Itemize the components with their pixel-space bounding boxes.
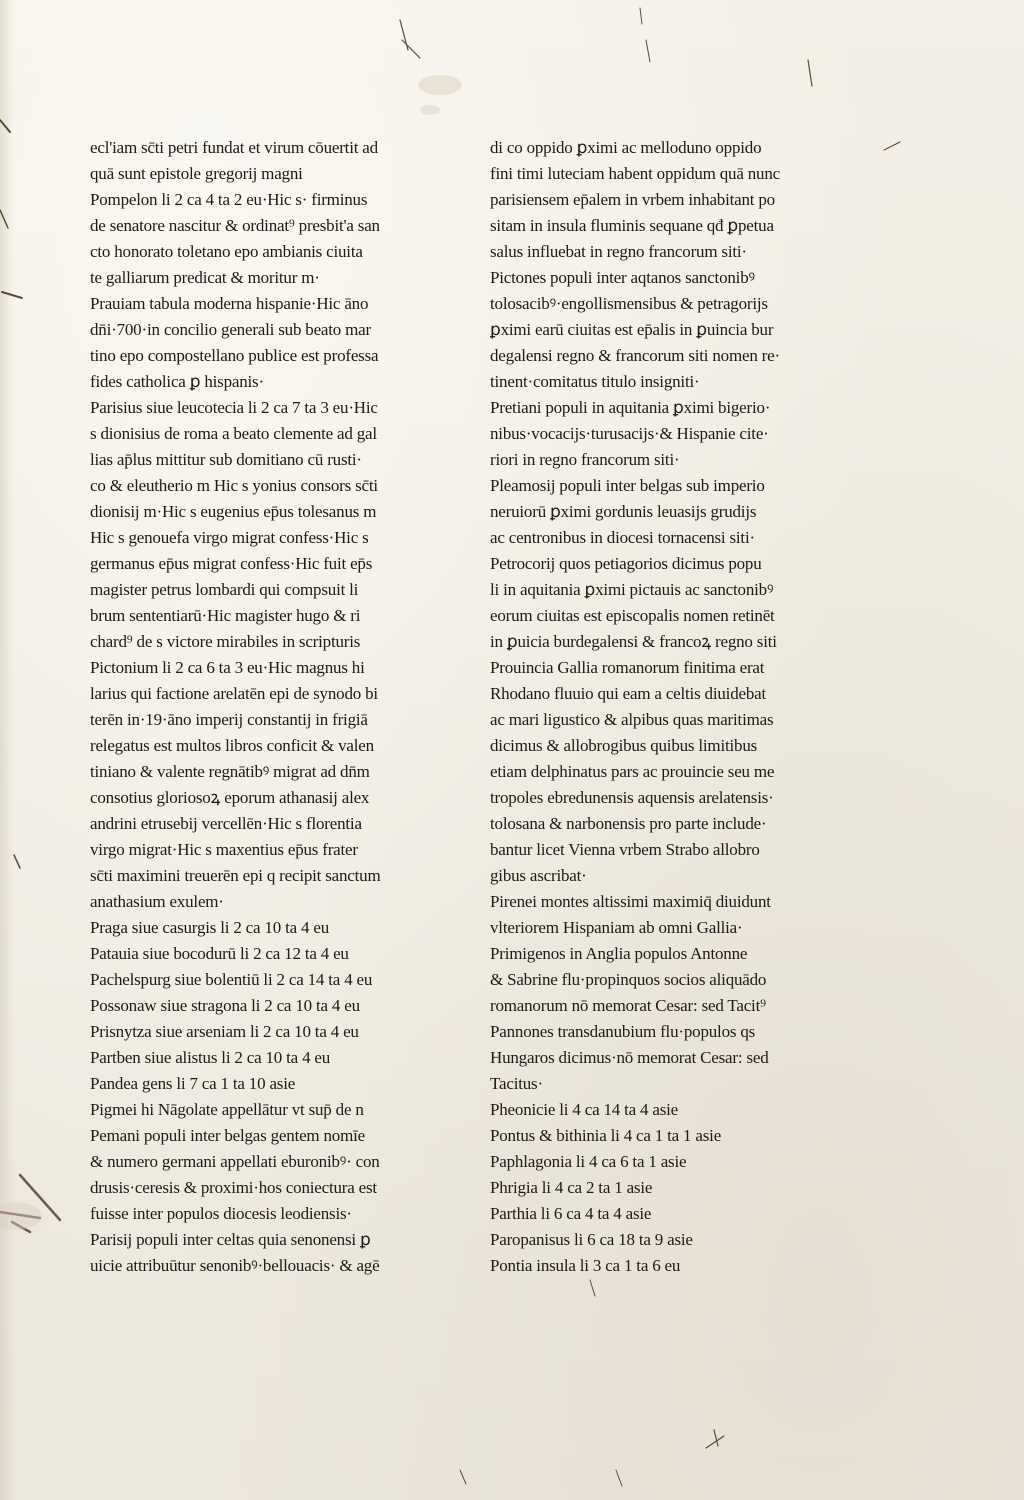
text-line: s dionisius de roma a beato clemente ad gal <box>90 424 377 443</box>
text-line: de senatore nascitur & ordinat⁹ presbit'a san <box>90 216 380 235</box>
text-line: uicie attribuūtur senonibꝰ·bellouacis· & agē <box>90 1256 380 1275</box>
text-line: sc̄ti maximini treuerēn epi q recipit sanctum <box>90 866 381 885</box>
text-line: drusis·ceresis & proximi·hos coniectura est <box>90 1178 377 1197</box>
text-line: Possonaw siue stragona li 2 ca 10 ta 4 eu <box>90 996 360 1015</box>
text-line: & numero germani appellati eburonibꝰ· con <box>90 1152 380 1171</box>
paper-stain <box>418 75 462 95</box>
text-line: tino epo compostellano publice est professa <box>90 346 379 365</box>
text-line: quā sunt epistole gregorij magni <box>90 164 303 183</box>
text-line: brum sententiarū·Hic magister hugo & ri <box>90 606 361 625</box>
text-line: larius qui factione arelatēn epi de synodo bi <box>90 684 378 703</box>
text-line: te galliarum predicat & moritur m· <box>90 268 320 287</box>
edge-mark <box>0 120 10 132</box>
text-line: in ꝑuicia burdegalensi & francoꝝ regno siti <box>490 632 777 651</box>
text-line: chard⁹ de s victore mirabiles in scripturis <box>90 632 361 651</box>
text-line: ecl'iam sc̄ti petri fundat et virum cōuertit ad <box>90 138 378 157</box>
text-line: Petrocorij quos petiagorios dicimus popu <box>490 554 762 573</box>
text-line: tiniano & valente regnātibꝰ migrat ad dn̄m <box>90 762 370 781</box>
bottom-mark <box>460 1470 466 1484</box>
paper-stain <box>0 1202 42 1230</box>
text-line: Pachelspurg siue bolentiū li 2 ca 14 ta 4 eu <box>90 970 373 989</box>
text-line: Pemani populi inter belgas gentem nomīe <box>90 1126 365 1145</box>
text-line: Prouincia Gallia romanorum finitima erat <box>490 658 765 677</box>
paper-stain <box>420 105 440 115</box>
text-line: Pretiani populi in aquitania ꝑximi bigerio· <box>490 398 771 417</box>
text-line: Hic s genouefa virgo migrat confess·Hic s <box>90 528 369 547</box>
text-line: Pigmei hi Nāgolate appellātur vt sup̄ de n <box>90 1100 364 1119</box>
text-line: ac mari ligustico & alpibus quas maritimas <box>490 710 774 729</box>
text-line: germanus ep̄us migrat confess·Hic fuit ep̄s <box>90 554 373 573</box>
text-line: Pontus & bithinia li 4 ca 1 ta 1 asie <box>490 1126 722 1145</box>
text-line: Paphlagonia li 4 ca 6 ta 1 asie <box>490 1152 687 1171</box>
text-line: riori in regno francorum siti· <box>490 450 680 469</box>
text-line: gibus ascribat· <box>490 866 587 885</box>
text-line: bantur licet Vienna vrbem Strabo allobro <box>490 840 760 859</box>
text-line: salus influebat in regno francorum siti· <box>490 242 747 261</box>
left-text-column <box>90 135 440 1279</box>
bottom-mark <box>616 1470 622 1486</box>
text-line: fuisse inter populos diocesis leodiensis· <box>90 1204 352 1223</box>
text-line: & Sabrine flu·propinquos socios aliquādo <box>490 970 767 989</box>
text-line: Pictonium li 2 ca 6 ta 3 eu·Hic magnus hi <box>90 658 365 677</box>
text-line: andrini etrusebij vercellēn·Hic s florentia <box>90 814 362 833</box>
text-line: Pompelon li 2 ca 4 ta 2 eu·Hic s· firminus <box>90 190 368 209</box>
text-line: Tacitus· <box>490 1074 543 1093</box>
text-line: fini timi luteciam habent oppidum quā nunc <box>490 164 780 183</box>
edge-mark <box>0 210 8 228</box>
text-line: ꝑximi earū ciuitas est ep̄alis in ꝑuincia bur <box>490 320 774 339</box>
text-line: Pannones transdanubium flu·populos qs <box>490 1022 756 1041</box>
text-line: Prauiam tabula moderna hispanie·Hic āno <box>90 294 369 313</box>
text-line: Pirenei montes altissimi maximiq̄ diuidunt <box>490 892 771 911</box>
bottom-mark <box>706 1430 724 1448</box>
text-line: Primigenos in Anglia populos Antonne <box>490 944 748 963</box>
text-line: dicimus & allobrogibus quibus limitibus <box>490 736 758 755</box>
text-line: Pandea gens li 7 ca 1 ta 10 asie <box>90 1074 296 1093</box>
right-text-column <box>490 135 840 1279</box>
text-line: lias ap̄lus mittitur sub domitiano cū rusti· <box>90 450 362 469</box>
text-line: degalensi regno & francorum siti nomen re· <box>490 346 780 365</box>
text-line: Prisnytza siue arseniam li 2 ca 10 ta 4 eu <box>90 1022 359 1041</box>
text-line: Hungaros dicimus·nō memorat Cesar: sed <box>490 1048 769 1067</box>
top-mark <box>400 20 420 58</box>
text-line: vlteriorem Hispaniam ab omni Gallia· <box>490 918 743 937</box>
text-line: ac centronibus in diocesi tornacensi siti· <box>490 528 755 547</box>
text-line: Partben siue alistus li 2 ca 10 ta 4 eu <box>90 1048 331 1067</box>
top-mark <box>640 8 650 62</box>
text-line: sitam in insula fluminis sequane qđ ꝑpetua <box>490 216 774 235</box>
text-line: tolosana & narbonensis pro parte include· <box>490 814 767 833</box>
text-line: virgo migrat·Hic s maxentius ep̄us frater <box>90 840 358 859</box>
edge-mark <box>2 292 22 298</box>
text-line: Pontia insula li 3 ca 1 ta 6 eu <box>490 1256 681 1275</box>
text-line: tolosacibꝰ·engollismensibus & petragorijs <box>490 294 768 313</box>
text-line: etiam delphinatus pars ac prouincie seu me <box>490 762 775 781</box>
text-line: Phrigia li 4 ca 2 ta 1 asie <box>490 1178 653 1197</box>
text-line: Paropanisus li 6 ca 18 ta 9 asie <box>490 1230 693 1249</box>
text-line: Rhodano fluuio qui eam a celtis diuidebat <box>490 684 767 703</box>
text-line: Parthia li 6 ca 4 ta 4 asie <box>490 1204 652 1223</box>
edge-mark <box>14 855 20 868</box>
text-line: romanorum nō memorat Cesar: sed Tacit⁹ <box>490 996 766 1015</box>
text-line: dionisij m·Hic s eugenius ep̄us tolesanus m <box>90 502 377 521</box>
text-line: Praga siue casurgis li 2 ca 10 ta 4 eu <box>90 918 329 937</box>
text-line: di co oppido ꝑximi ac mellodunо oppido <box>490 138 762 157</box>
text-line: cto honorato toletano epo ambianis ciuita <box>90 242 363 261</box>
text-line: Parisius siue leucotecia li 2 ca 7 ta 3 eu·Hic <box>90 398 378 417</box>
text-line: Pictones populi inter aqtanos sanctonibꝰ <box>490 268 755 287</box>
bottom-mark <box>590 1280 595 1296</box>
text-line: anathasium exulem· <box>90 892 224 911</box>
text-line: consotius gloriosoꝝ eporum athanasij alex <box>90 788 370 807</box>
text-line: li in aquitania ꝑximi pictauis ac sanctonibꝰ <box>490 580 774 599</box>
text-line: magister petrus lombardi qui compsuit li <box>90 580 359 599</box>
text-line: parisiensem ep̄alem in vrbem inhabitant po <box>490 190 775 209</box>
text-line: eorum ciuitas est episcopalis nomen retinēt <box>490 606 775 625</box>
text-line: Pheonicie li 4 ca 14 ta 4 asie <box>490 1100 679 1119</box>
text-line: tinent·comitatus titulo insigniti· <box>490 372 700 391</box>
text-line: neruiorū ꝑximi gordunis leuasijs grudijs <box>490 502 757 521</box>
text-line: tropoles ebredunensis aquensis arelatensis· <box>490 788 774 807</box>
text-line: nibus·vocacijs·turusacijs·& Hispanie cite· <box>490 424 769 443</box>
text-line: Patauia siue bocodurū li 2 ca 12 ta 4 eu <box>90 944 349 963</box>
text-line: co & eleutherio m Hic s yonius consors sc̄ti <box>90 476 378 495</box>
text-line: terēn in·19·āno imperij constantij in frigiā <box>90 710 368 729</box>
text-line: dn̄i·700·in concilio generali sub beato mar <box>90 320 371 339</box>
top-mark <box>808 60 812 86</box>
text-line: relegatus est multos libros conficit & valen <box>90 736 374 755</box>
text-line: fides catholica ꝑ hispanis· <box>90 372 264 391</box>
text-line: Parisij populi inter celtas quia senonensi ꝑ <box>90 1230 371 1249</box>
top-mark <box>884 142 900 150</box>
text-line: Pleamosij populi inter belgas sub imperio <box>490 476 765 495</box>
